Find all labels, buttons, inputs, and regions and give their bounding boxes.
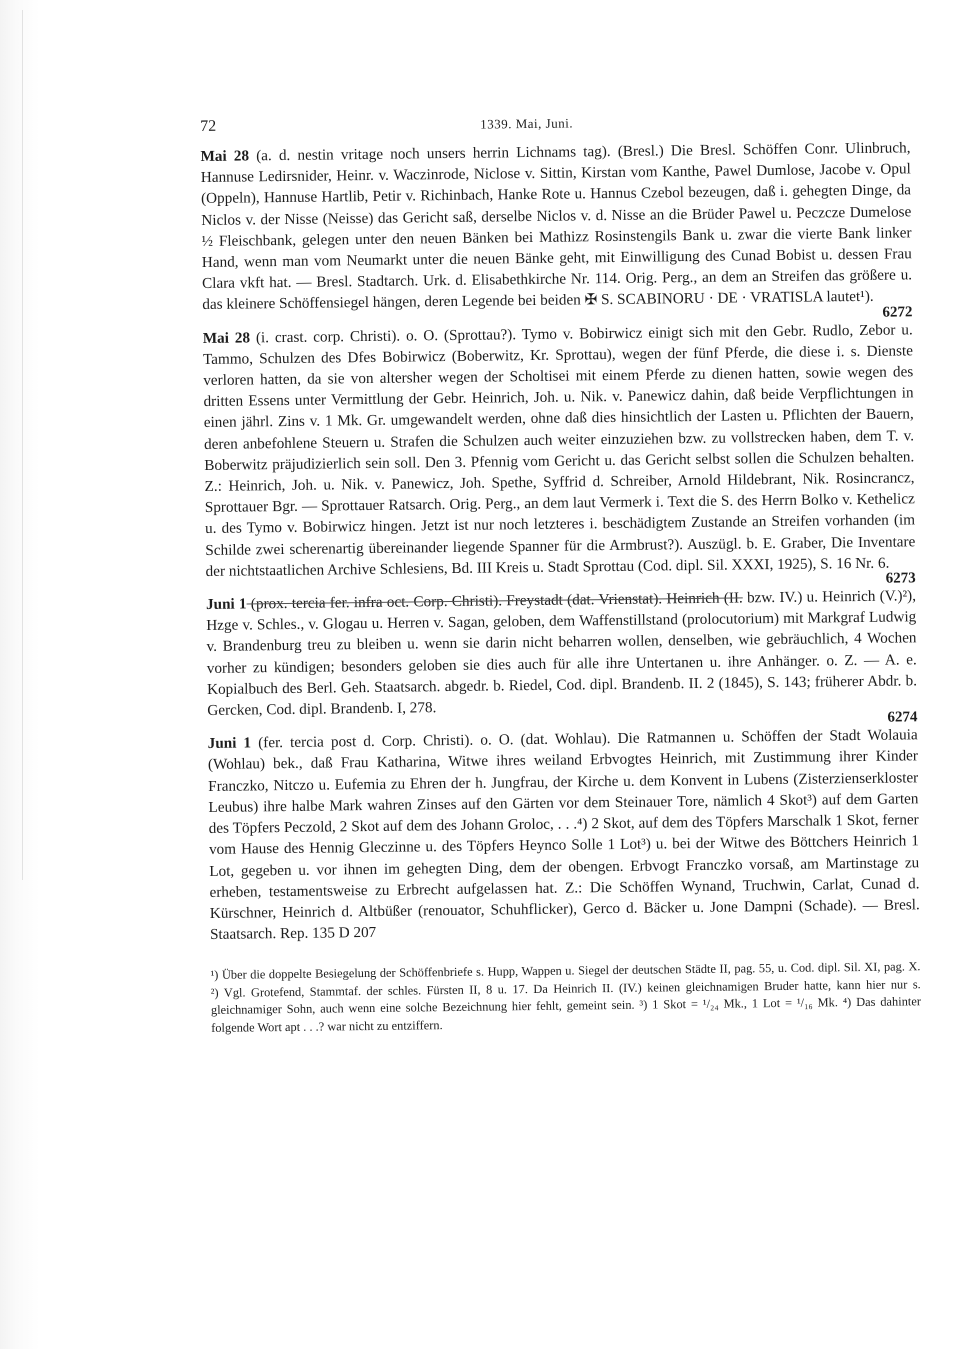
entry-number: 6273 <box>885 570 916 587</box>
entry-text: (a. d. nestin vritage noch unsers herrin Lichnams tag). (Bresl.) Die Bresl. Schöffen Conr. Ulinbruch, Hannuse Ledirsnider, Heinr. v. Waczinrode, Niclose v. Sittin, Kirstan vom Kanthe, Pawel Dumlose, Jacobe v. Opul (Oppeln), Hannuse Hartlib, Petir v. Richinbach, Hanke Rote u. Hannus Czebol bezeugen, daß i. gehegten Dinge, da Niclos v. der Nisse (Neisse) das Gericht saß, derselbe Niclos v. d. Nisse an die Brüder Pawel u. Peczcze Dumelose ½ Fleischbank, gelegen unter den neuen Bänken bei Mathizz Rosinstengils Bank u. zwar die vierte Bank linker Hand, wenn man vom Neumarkt unter die neuen Bänke geht, mit Einwilligung des Cunad Bobist u. dessen Frau Clara vkft hat. — Bresl. Stadtarch. Urk. d. Elisabethkirche Nr. 114. Orig. Perg., an dem an Streifen das größere u. das kleinere Schöffensiegel hängen, deren Legende bei beiden ✠ S. SCABINORU · DE · VRATISLA lautet¹). <box>200 139 913 314</box>
entry-date: Juni 1 <box>207 734 252 753</box>
document-page <box>200 103 921 1037</box>
entry-date: Juni 1 <box>205 595 247 614</box>
entry-date: Mai 28 <box>202 329 251 347</box>
entry-text: (i. crast. corp. Christi). o. O. (Sprottau?). Tymo v. Bobirwicz einigt sich mit den Gebr. Rudlo, Zebor u. Tammo, Schulzen des Dfes Bobirwicz (Boberwitz, Kr. Sprottau), wegen der fünf Pferde, die diese i. s. Dienste verloren hatten, da sie von altersher wegen der Scholtisei mit einem Pferde zu dienen hatten, sowie wegen des dritten Essens unter Vermittlung der Gebr. Heinrich, Joh. u. Nik. v. Panewicz dahin, daß beide Verpflichtungen in einen jährl. Zins v. 1 Mk. Gr. umgewandelt werden, ohne daß dies hinsichtlich der Lasten u. Pflichten der Bauern, deren anbefohlene Steuern u. Strafen die Schulzen auch weiter einzuziehen bzw. zu vollstrecken haben, dem T. v. Boberwitz präjudizierlich sein soll. Den 3. Pfennig vom Gericht u. das Gericht selbst sollen die Schulzen behalten. Z.: Heinrich, Joh. u. Nik. v. Panewicz, Joh. Spethe, Syffrid d. Schreiber, Arnold Hildebrant, Nik. Rosincrancz, Sprottauer Bgr. — Sprottauer Ratsarch. Orig. Perg., an dem laut Vermerk i. Text die S. des Herrn Bolko v. Kethelicz u. des Tymo v. Bobirwicz hingen. Jetzt ist nur noch letzteres i. beschädigtem Zustande an Streifen vorhanden (im Schilde zwei scherenartig übereinander liegende Spanner für die Armbrust?). Auszügl. b. E. Graber, Die Inventare der nichtstaatlichen Archive Schlesiens, Bd. III Kreis u. Stadt Sprottau (Cod. dipl. Sil. XXXI, 1925), S. 16 Nr. 6. <box>202 320 916 580</box>
running-title: 1339. Mai, Juni. <box>480 115 574 132</box>
footnote-text: ¹) Über die doppelte Besiegelung der Schöffenbriefe s. Hupp, Wappen u. Siegel der deutschen Städte II, pag. 55, u. Cod. dipl. Sil. XI, pag. X. ²) Vgl. Grotefend, Stammtaf. der schles. Fürsten II, 8 u. 17. Da Heinrich II. (IV.) keinen gleichnamigen Bruder hatte, kann hier nur s. gleichnamiger Sohn, auch wenn eine solche Bezeichnung hier fehlt, gemeint sein. ³) 1 Skot = ¹/₂₄ Mk., 1 Lot = ¹/₁₆ Mk. ⁴) Das dahinter folgende Wort apt . . .? war nicht zu entziffern. <box>210 959 922 1035</box>
entry-6272 <box>200 137 912 315</box>
footnotes <box>210 959 921 1038</box>
scan-edge-line <box>22 10 23 880</box>
entry-number: 6274 <box>887 709 918 726</box>
entry-6274 <box>206 585 918 721</box>
entry-crossed-text: (prox. tercia fer. infra oct. Corp. Christi). Freystadt (dat. Vrienstat). Heinrich (II. <box>246 589 743 613</box>
page-number: 72 <box>200 117 217 135</box>
entry-date: Mai 28 <box>200 147 250 165</box>
entry-text: bzw. IV.) u. Heinrich (V.)²), Hzge v. Schles., v. Glogau u. Herren v. Sagan, geloben, dem Waffenstillstand (prolocutorium) mit Markgraf Ludwig v. Brandenburg treu zu bleiben u. wenn sie darin nicht beharren wollen, denselben, wie gebräuchlich, 4 Wochen vorher zu kündigen; besonders geloben sie dies auch für alle ihre Untertanen u. ihre Anhänger. o. Z. — A. e. Kopialbuch des Berl. Geh. Staatsarch. abgedr. b. Riedel, Cod. dipl. Brandenb. II. 2 (1845), S. 143; früherer Abdr. b. Gercken, Cod. dipl. Brandenb. I, 278. <box>206 587 918 720</box>
entry-6275 <box>208 725 921 946</box>
entry-text: (fer. tercia post d. Corp. Christi). o. O. (dat. Wohlau). Die Ratmannen u. Schöffen der Stadt Wolauia (Wohlau) bek., daß Frau Katharina, Witwe ihres weiland Erbvogtes Heinrich, mit Zustimmung ihrer Kinder Franczko, Nitczo u. Eufemia zu Ehren der h. Jungfrau, der Kirche u. dem Konvent in Lubens (Zisterzienserkloster Leubus) ihre halbe Mark wahren Zinses auf den Gärten vor dem Steinauer Tore, nämlich 4 Skot³) auf dem Garten des Töpfers Peczold, 2 Skot auf dem des Johann Groloc, . . .⁴) 2 Skot, auf dem des Töpfers Marschalk 1 Skot, ferner vom Hause des Hennig Gleczinne u. des Töpfers Heynco Solle 1 Lot³) u. bei der Witwe des Böttchers Heinrich 1 Lot, gegeben u. vor ihnen im gehegten Ding, dem der obengen. Erbvogt Franczko vorsaß, am Martinstage zu erheben, testamentsweise zu Erbrecht aufgelassen hat. Z.: Die Schöffen Wynand, Truchwin, Carlat, Cunad d. Kürschner, Heinrich d. Altbüßer (renouator, Schuhflicker), Gerco d. Bäcker u. Jone Dampni (Schade). — Bresl. Staatsarch. Rep. 135 D 207 <box>207 726 920 944</box>
entry-number: 6272 <box>882 303 913 321</box>
scan-edge-shadow <box>0 0 40 1349</box>
entry-6273 <box>203 319 916 582</box>
